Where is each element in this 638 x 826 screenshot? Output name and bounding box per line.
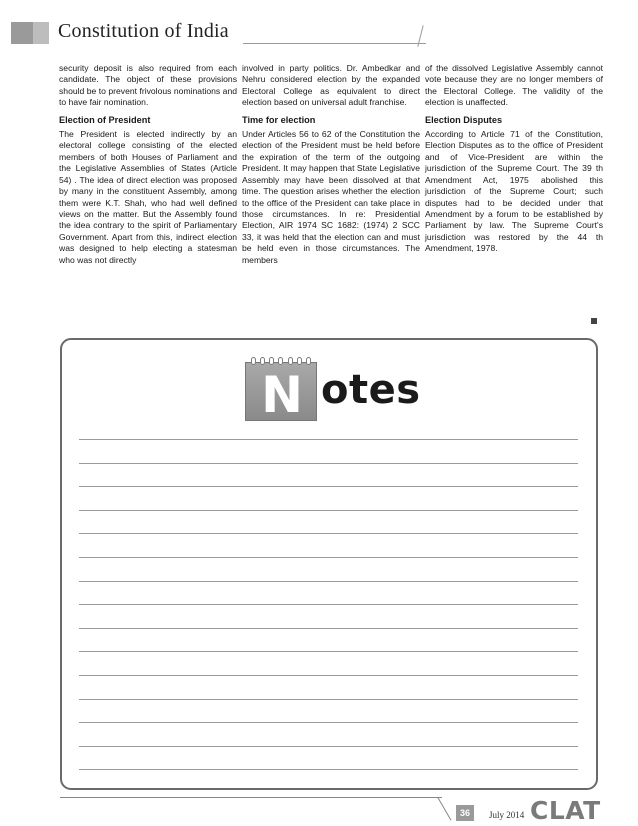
notepad-ring <box>306 357 311 365</box>
notes-line <box>79 533 578 534</box>
notes-line <box>79 675 578 676</box>
footer-rule <box>60 797 442 798</box>
column-2-intro: involved in party politics. Dr. Ambedkar and Nehru considered election by the expanded Electoral College as equivalent to direct election based on universal adult franchise. <box>242 63 420 108</box>
notepad-ring <box>251 357 256 365</box>
column-1-intro: security deposit is also required from each candidate. The object of these provisions should be to prevent frivolous nominations and to have fair nomination. <box>59 63 237 108</box>
header-accent-block-light <box>33 22 49 44</box>
column-2-body: Under Articles 56 to 62 of the Constitution the election of the President must be held before the expiration of the term of the outgoing President. It may happen that State Legislative Assembly may have been dissolved at that time. The question arises whether the election to the office of the President can take place in those circumstances. In re: Presidential Election, AIR 1974 SC 1682: (1974) 2 SCC 33, it was held that the election can and must be held even in those circumstances. The members <box>242 128 420 265</box>
heading-election-of-president: Election of President <box>59 114 151 125</box>
notes-line <box>79 510 578 511</box>
clat-logo: CLAT <box>530 796 601 825</box>
notes-line <box>79 699 578 700</box>
notes-line <box>79 486 578 487</box>
heading-time-for-election: Time for election <box>242 114 316 125</box>
notepad-ring <box>260 357 265 365</box>
heading-election-disputes: Election Disputes <box>425 114 503 125</box>
notepad-ring <box>288 357 293 365</box>
column-3-intro: of the dissolved Legislative Assembly cannot vote because they are no longer members of the Electoral College. The validity of the election is unaffected. <box>425 63 603 108</box>
notes-line <box>79 746 578 747</box>
notepad-icon <box>245 357 317 424</box>
notes-line <box>79 769 578 770</box>
notes-line <box>79 651 578 652</box>
text-column-2 <box>242 63 420 266</box>
notepad-ring <box>297 357 302 365</box>
notes-title: otes <box>321 367 421 413</box>
notes-line <box>79 581 578 582</box>
notes-line <box>79 557 578 558</box>
notepad-body <box>245 362 317 424</box>
notepad-rings <box>251 357 311 365</box>
column-3-body: According to Article 71 of the Constitution, Election Disputes as to the office of President and of Vice-President are within the jurisdiction of the Supreme Court. The 39 th Amendment Act, 1975 abolished this jurisdiction of the Supreme Court; such disputes had to be decided under that Amendment by a forum to be established by Parliament by law. The Supreme Court's jurisdiction was restored by the 44 th Amendment, 1978. <box>425 128 603 254</box>
end-of-article-mark <box>591 318 597 324</box>
page-title: Constitution of India <box>58 20 229 42</box>
notepad-ring <box>269 357 274 365</box>
header-accent-block <box>11 22 33 44</box>
notes-line <box>79 439 578 440</box>
notes-line <box>79 604 578 605</box>
text-column-1 <box>59 63 237 266</box>
text-column-3 <box>425 63 603 255</box>
footer-slash <box>438 797 452 820</box>
header-rule <box>243 43 426 44</box>
notes-line <box>79 628 578 629</box>
column-1-body: The President is elected indirectly by an electoral college consisting of the elected members of both Houses of Parliament and the Legislative Assemblies of States (Article 54) . The idea of direct election was proposed by many in the constituent Assembly, among them were K.T. Shah, who had well defined views on the matter. But the Assembly found the idea contrary to the spirit of Parliamentary Government. Apart from this, indirect election was designed to help electing a statesman who was not directly <box>59 128 237 265</box>
issue-date: July 2014 <box>489 810 525 820</box>
page-number: 36 <box>456 805 474 821</box>
notepad-ring <box>278 357 283 365</box>
notes-writing-lines <box>79 439 578 793</box>
notes-line <box>79 722 578 723</box>
notes-line <box>79 463 578 464</box>
notes-initial: N <box>261 366 303 424</box>
